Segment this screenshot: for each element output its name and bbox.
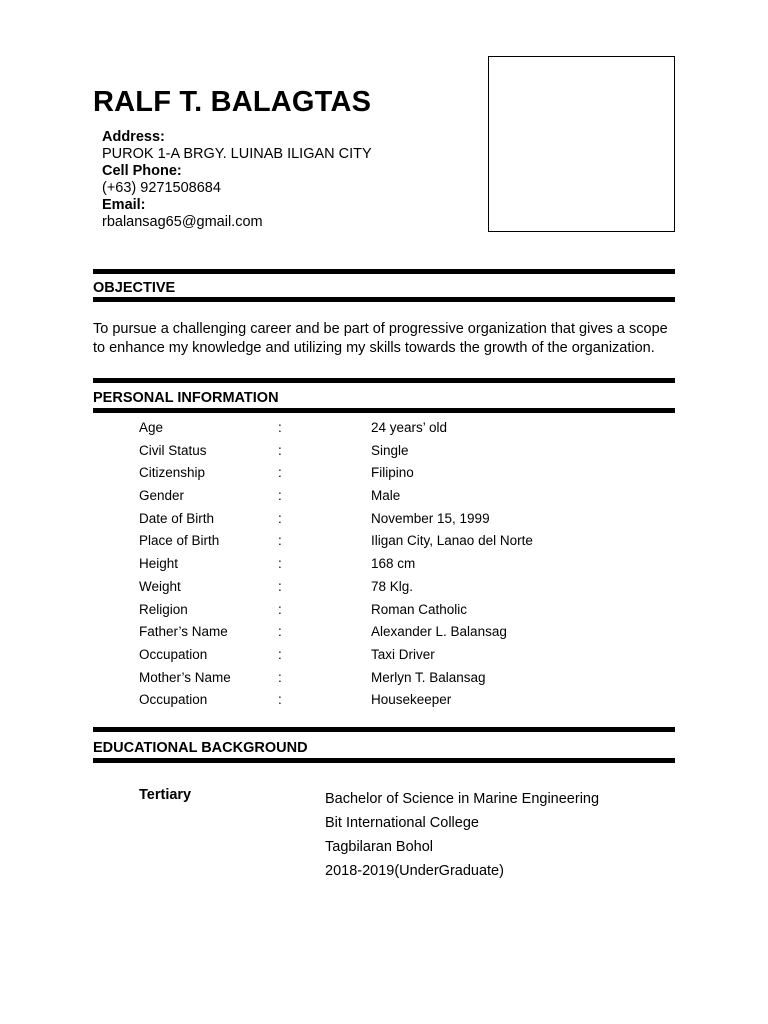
phone-label: Cell Phone: bbox=[102, 163, 182, 179]
phone-value: (+63) 9271508684 bbox=[102, 180, 221, 196]
personal-info-separator: : bbox=[278, 465, 282, 481]
education-location: Tagbilaran Bohol bbox=[325, 839, 434, 855]
education-school: Bit International College bbox=[325, 815, 479, 831]
personal-info-label: Gender bbox=[139, 488, 185, 504]
personal-info-separator: : bbox=[278, 556, 282, 572]
personal-info-label: Religion bbox=[139, 601, 188, 617]
personal-info-value: Merlyn T. Balansag bbox=[371, 669, 486, 685]
personal-info-heading: PERSONAL INFORMATION bbox=[93, 390, 279, 406]
email-value: rbalansag65@gmail.com bbox=[102, 214, 263, 230]
personal-info-separator: : bbox=[278, 578, 282, 594]
personal-info-value: Single bbox=[371, 442, 409, 458]
personal-info-label: Place of Birth bbox=[139, 533, 220, 549]
education-heading: EDUCATIONAL BACKGROUND bbox=[93, 740, 308, 756]
address-value: PUROK 1-A BRGY. LUINAB ILIGAN CITY bbox=[102, 146, 372, 162]
address-label: Address: bbox=[102, 129, 165, 145]
personal-info-value: Iligan City, Lanao del Norte bbox=[371, 533, 533, 549]
personal-info-separator: : bbox=[278, 510, 282, 526]
personal-info-value: November 15, 1999 bbox=[371, 510, 490, 526]
personal-info-label: Occupation bbox=[139, 646, 208, 662]
photo-placeholder bbox=[488, 56, 675, 232]
personal-info-value: Alexander L. Balansag bbox=[371, 624, 507, 640]
personal-info-label: Citizenship bbox=[139, 465, 206, 481]
section-rule bbox=[93, 758, 675, 763]
email-label: Email: bbox=[102, 197, 146, 213]
section-rule bbox=[93, 378, 675, 383]
personal-info-label: Mother’s Name bbox=[139, 669, 231, 685]
personal-info-value: Housekeeper bbox=[371, 692, 452, 708]
personal-info-label: Weight bbox=[139, 578, 181, 594]
personal-info-separator: : bbox=[278, 692, 282, 708]
personal-info-separator: : bbox=[278, 533, 282, 549]
education-details bbox=[325, 787, 599, 883]
education-years: 2018-2019(UnderGraduate) bbox=[325, 863, 504, 879]
personal-info-value: 78 Klg. bbox=[371, 578, 414, 594]
objective-text: To pursue a challenging career and be part of progressive organization that gives a scope to enhance my knowledge and utilizing my skills towards the growth of the organization. bbox=[93, 321, 668, 356]
personal-info-label: Father’s Name bbox=[139, 624, 228, 640]
personal-info-separator: : bbox=[278, 420, 282, 435]
contact-block bbox=[102, 129, 372, 231]
personal-info-label: Height bbox=[139, 556, 179, 572]
section-rule bbox=[93, 727, 675, 732]
personal-info-value: Filipino bbox=[371, 465, 414, 481]
personal-info-label: Occupation bbox=[139, 692, 208, 708]
education-degree: Bachelor of Science in Marine Engineering bbox=[325, 791, 600, 807]
personal-info-separator: : bbox=[278, 442, 282, 458]
personal-info-value: Male bbox=[371, 488, 401, 504]
objective-heading: OBJECTIVE bbox=[93, 280, 176, 296]
personal-info-value: 168 cm bbox=[371, 556, 416, 572]
personal-info-label: Civil Status bbox=[139, 442, 207, 458]
personal-info-value: 24 years’ old bbox=[371, 420, 448, 435]
section-rule bbox=[93, 408, 675, 413]
personal-info-separator: : bbox=[278, 646, 282, 662]
personal-info-value: Taxi Driver bbox=[371, 646, 435, 662]
personal-info-label: Age bbox=[139, 420, 164, 435]
personal-info-separator: : bbox=[278, 669, 282, 685]
personal-info-separator: : bbox=[278, 488, 282, 504]
personal-info-separator: : bbox=[278, 601, 282, 617]
education-level: Tertiary bbox=[139, 787, 192, 803]
applicant-name: RALF T. BALAGTAS bbox=[93, 86, 372, 118]
personal-info-separator: : bbox=[278, 624, 282, 640]
personal-info-value: Roman Catholic bbox=[371, 601, 468, 617]
personal-info-label: Date of Birth bbox=[139, 510, 215, 526]
section-rule bbox=[93, 269, 675, 274]
section-rule bbox=[93, 297, 675, 302]
